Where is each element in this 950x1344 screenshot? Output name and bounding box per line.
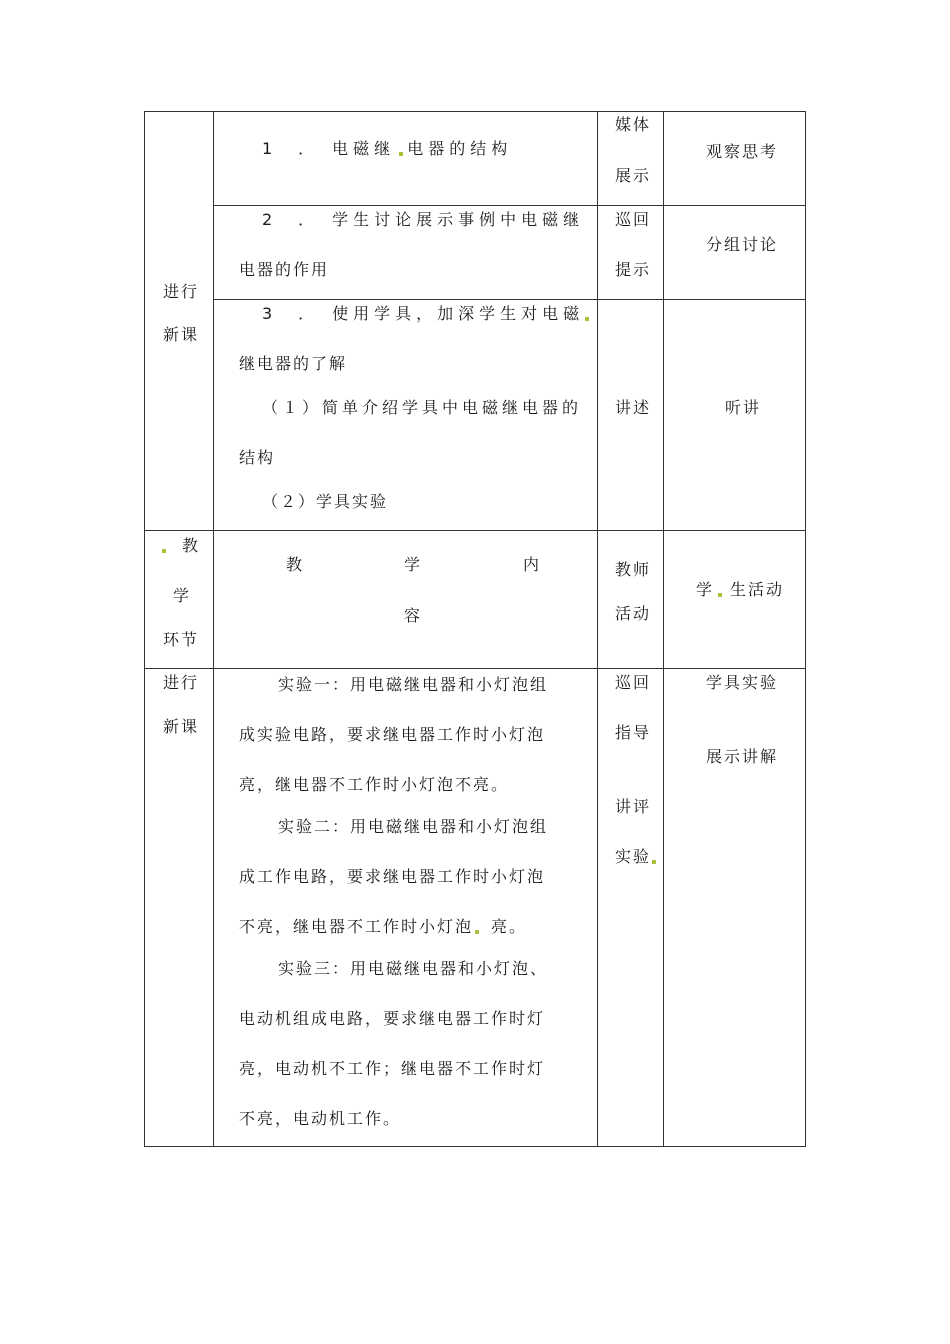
content-line: 实验二：用电磁继电器和小灯泡组 [278, 817, 549, 836]
content-line: （２）学具实验 [262, 492, 389, 511]
content-line: （１）简单介绍学具中电磁继电器的 [262, 398, 583, 417]
content-line: 2 ． 学生讨论展示事例中电磁继 [262, 210, 585, 229]
student-activity: 观察思考 [706, 142, 779, 161]
stage-label: 新课 [163, 325, 200, 344]
teacher-activity: 媒体 [615, 115, 652, 134]
student-activity: 听讲 [725, 398, 762, 417]
highlight-mark [585, 317, 589, 321]
teacher-activity: 展示 [615, 166, 652, 185]
header-stage: 学 [173, 586, 192, 605]
header-student: 学 生活动 [696, 580, 785, 599]
teacher-activity: 提示 [615, 260, 652, 279]
highlight-mark [162, 549, 166, 553]
content-line: 不亮，继电器不工作时小灯泡 亮。 [239, 917, 528, 936]
column-divider [213, 111, 214, 1147]
row-divider [144, 668, 806, 669]
content-line: 电动机组成电路，要求继电器工作时灯 [239, 1009, 546, 1028]
column-divider [663, 111, 664, 1147]
content-line: 实验一：用电磁继电器和小灯泡组 [278, 675, 549, 694]
content-line: 亮，继电器不工作时小灯泡不亮。 [239, 775, 510, 794]
highlight-mark [652, 860, 656, 864]
highlight-mark [718, 593, 722, 597]
stage-label: 进行 [163, 282, 200, 301]
row-divider [213, 205, 806, 206]
content-line: 3 ． 使用学具，加深学生对电磁 [262, 304, 589, 324]
stage-label: 新课 [163, 717, 200, 736]
content-line: 成工作电路，要求继电器工作时小灯泡 [239, 867, 546, 886]
header-stage: 教 [160, 536, 200, 556]
table-border-bottom [144, 1146, 806, 1147]
header-stage: 环节 [163, 630, 200, 649]
content-line: 亮，电动机不工作；继电器不工作时灯 [239, 1059, 546, 1078]
header-content: 容 [404, 606, 423, 625]
header-teacher: 教师 [615, 560, 652, 579]
header-content: 内 [523, 555, 542, 574]
header-content: 教 [286, 555, 305, 574]
teacher-activity: 讲述 [615, 398, 652, 417]
teacher-activity: 巡回 [615, 210, 652, 229]
student-activity: 学具实验 [706, 673, 779, 692]
content-line: 实验三：用电磁继电器和小灯泡、 [278, 959, 549, 978]
content-line: 结构 [239, 448, 276, 467]
highlight-mark [475, 930, 479, 934]
table-border-left [144, 111, 145, 1147]
header-content: 学 [404, 555, 423, 574]
stage-label: 进行 [163, 673, 200, 692]
header-teacher: 活动 [615, 604, 652, 623]
highlight-mark [399, 152, 403, 156]
row-divider [213, 299, 806, 300]
content-line: 不亮，电动机工作。 [239, 1109, 402, 1128]
content-line: 电器的作用 [239, 260, 330, 279]
student-activity: 展示讲解 [706, 747, 779, 766]
teacher-activity: 讲评 [615, 797, 652, 816]
table-border-right [805, 111, 806, 1147]
teacher-activity: 指导 [615, 723, 652, 742]
content-line: 继电器的了解 [239, 354, 348, 373]
table-border-top [144, 111, 806, 112]
column-divider [597, 111, 598, 1147]
content-line: 成实验电路，要求继电器工作时小灯泡 [239, 725, 546, 744]
teacher-activity: 实验 [615, 847, 656, 867]
content-line: 1 ． 电磁继 电器的结构 [262, 139, 513, 158]
teacher-activity: 巡回 [615, 673, 652, 692]
student-activity: 分组讨论 [706, 235, 779, 254]
row-divider [144, 530, 806, 531]
